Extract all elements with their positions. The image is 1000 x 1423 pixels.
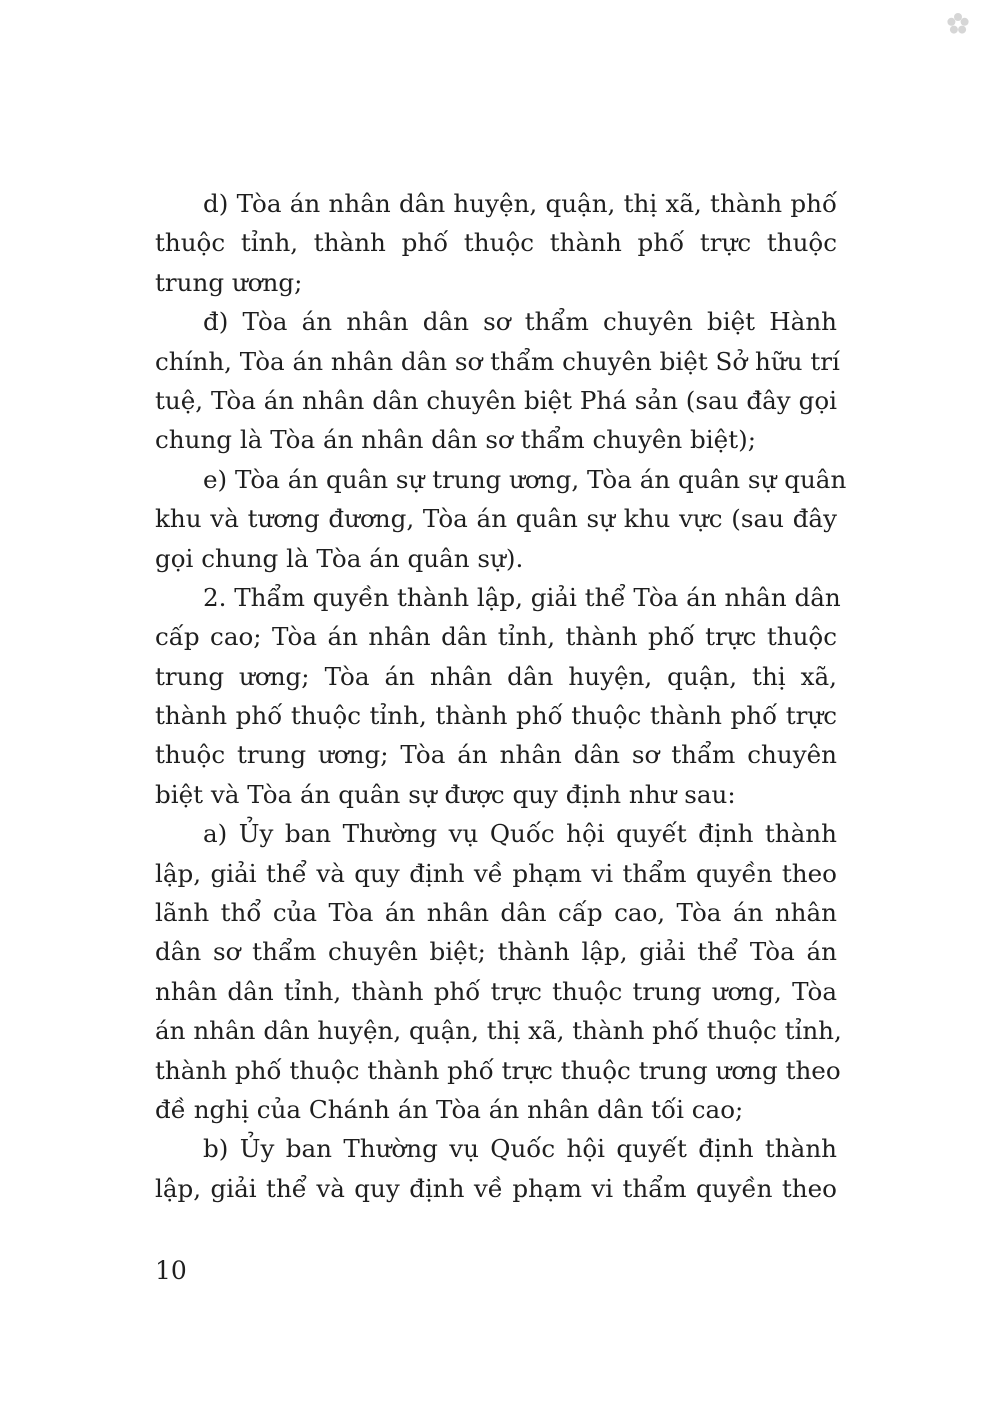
text-line: d) Tòa án nhân dân huyện, quận, thị xã, thành phố [203,189,837,218]
text-line: dân sơ thẩm chuyên biệt; thành lập, giải thể Tòa án [155,937,837,967]
flower-watermark-icon [946,12,970,36]
text-line: chính, Tòa án nhân dân sơ thẩm chuyên biệt Sở hữu trí [155,346,840,376]
text-line: thành phố thuộc thành phố trực thuộc trung ương theo [155,1055,841,1085]
text-line: 2. Thẩm quyền thành lập, giải thể Tòa án nhân dân [203,582,841,612]
text-line: khu và tương đương, Tòa án quân sự khu vực (sau đây [155,504,837,534]
text-line: a) Ủy ban Thường vụ Quốc hội quyết định thành [203,819,837,849]
text-line: lập, giải thể và quy định về phạm vi thẩm quyền theo [155,1173,837,1203]
text-line: án nhân dân huyện, quận, thị xã, thành phố thuộc tỉnh, [155,1016,842,1046]
text-line: thuộc trung ương; Tòa án nhân dân sơ thẩm chuyên [155,740,837,770]
text-line: nhân dân tỉnh, thành phố trực thuộc trung ương, Tòa [155,976,837,1006]
text-line: cấp cao; Tòa án nhân dân tỉnh, thành phố trực thuộc [155,622,837,652]
text-line: tuệ, Tòa án nhân dân chuyên biệt Phá sản (sau đây gọi [155,385,837,415]
text-line: lãnh thổ của Tòa án nhân dân cấp cao, Tòa án nhân [155,898,837,928]
text-line: thuộc tỉnh, thành phố thuộc thành phố trực thuộc [155,228,837,258]
text-line: biệt và Tòa án quân sự được quy định như sau: [155,779,736,809]
text-line: đề nghị của Chánh án Tòa án nhân dân tối cao; [155,1094,744,1124]
text-line: gọi chung là Tòa án quân sự). [155,543,524,573]
text-line: lập, giải thể và quy định về phạm vi thẩm quyền theo [155,858,837,888]
text-line: trung ương; Tòa án nhân dân huyện, quận, thị xã, [155,661,837,691]
text-line: e) Tòa án quân sự trung ương, Tòa án quân sự quân [203,464,847,494]
body-text [155,184,847,1208]
text-line: chung là Tòa án nhân dân sơ thẩm chuyên biệt); [155,425,756,455]
text-line: đ) Tòa án nhân dân sơ thẩm chuyên biệt Hành [203,307,837,337]
text-line: trung ương; [155,267,303,297]
text-line: b) Ủy ban Thường vụ Quốc hội quyết định thành [203,1134,837,1164]
text-line: thành phố thuộc tỉnh, thành phố thuộc thành phố trực [155,701,837,731]
page-number: 10 [155,1256,187,1285]
